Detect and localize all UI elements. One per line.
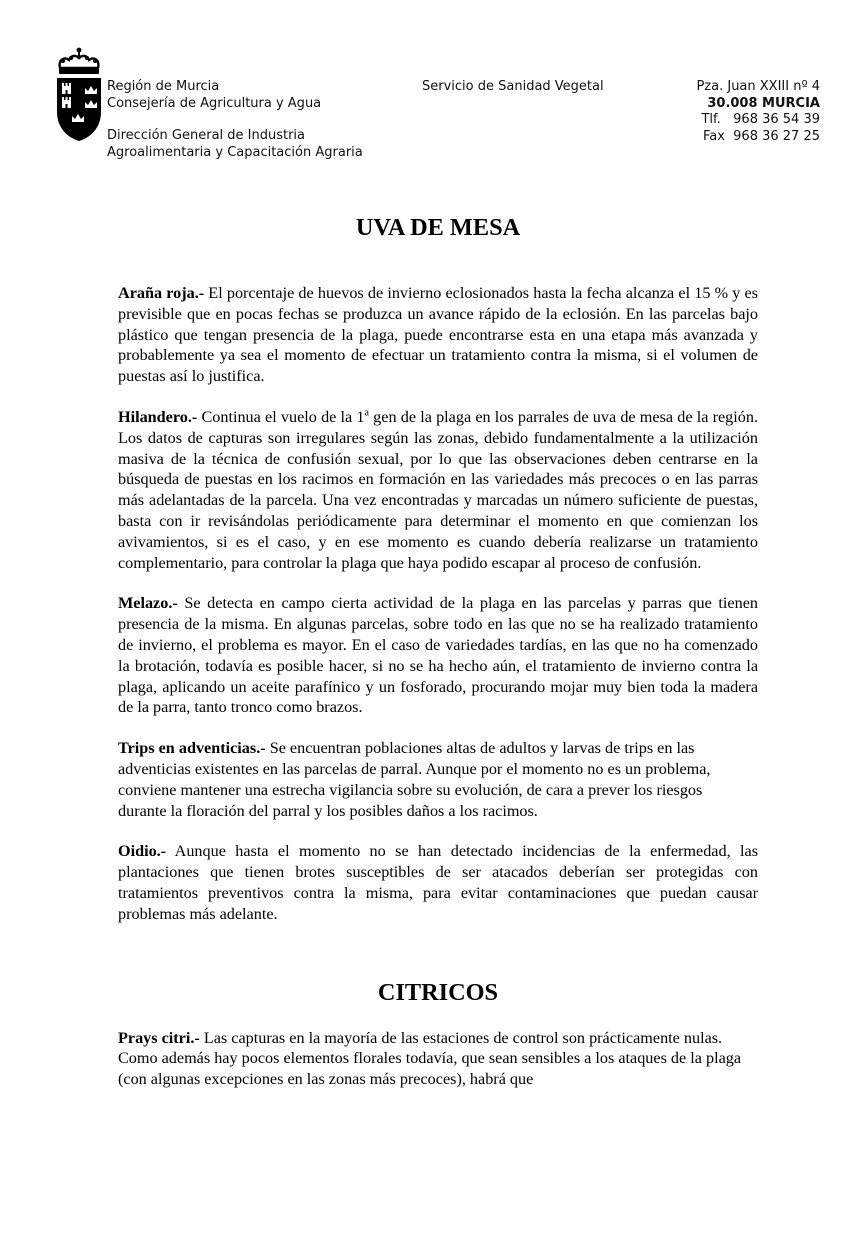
ordinal-superscript: a — [364, 407, 369, 419]
paragraph-heading: Hilandero.- — [118, 407, 198, 426]
service-name: Servicio de Sanidad Vegetal — [422, 79, 604, 94]
header-organization — [107, 79, 363, 161]
paragraph-text: Se encuentran poblaciones altas de adultos y larvas de trips en las adventicias existentes en las parcelas de parral. Aunque por el momento no es un problema, conviene mantener una estrecha vigilancia sobre su evolución, de cara a prever los riesgos durante la floración del parral y los posibles daños a los racimos. — [118, 739, 711, 820]
org-ministry: Consejería de Agricultura y Agua — [107, 95, 322, 111]
paragraph-heading: Oidio.- — [118, 842, 167, 861]
paragraph-heading: Trips en adventicias.- — [118, 739, 266, 758]
section-title-uva-de-mesa: UVA DE MESA — [355, 214, 521, 241]
org-name: Región de Murcia — [107, 79, 220, 94]
section-title-citricos: CITRICOS — [377, 978, 499, 1006]
dept-name-line1: Dirección General de Industria — [107, 128, 306, 143]
address-city: 30.008 MURCIA — [707, 95, 820, 111]
paragraph-heading: Prays citri.- — [118, 1028, 200, 1047]
paragraph-melazo — [118, 593, 758, 718]
paragraph-heading: Melazo.- — [118, 594, 178, 613]
header-address — [696, 79, 820, 145]
header-service — [422, 79, 604, 96]
paragraph-text: Aunque hasta el momento no se han detectado incidencias de la enfermedad, las plantaciones que tienen brotes susceptibles de ser atacados deberían ser protegidas con tratamientos preventivos contra la misma, para evitar contaminaciones que puedan causar problemas más adelante. — [118, 842, 758, 923]
dept-name-line2: Agroalimentaria y Capacitación Agraria — [107, 144, 363, 160]
address-fax: Fax 968 36 27 25 — [702, 128, 820, 144]
paragraph-text: Continua el vuelo de la 1 — [197, 407, 365, 426]
document-body — [118, 214, 758, 1090]
paragraph-text-cont: gen de la plaga en los parrales de uva de mesa de la región. Los datos de capturas son irregulares según las zonas, debido fundamentalmente a la utilización masiva de la técnica de confusión sexual, por lo que las observaciones deben centrarse en la búsqueda de puestas en los racimos en formación en las variedades más precoces o en las parras más adelantadas de la parcela. Una vez encontradas y marcadas un número suficiente de puestas, basta con ir revisándolas periódicamente para determinar el momento en que comienzan los avivamientos, si es el caso, y en ese momento es cuando debería realizarse un tratamiento complementario, para controlar la plaga que haya podido escapar al proceso de confusión. — [118, 407, 758, 572]
paragraph-trips-en-adventicias — [118, 738, 743, 821]
address-street: Pza. Juan XXIII nº 4 — [696, 79, 820, 94]
region-crest-logo — [54, 46, 104, 142]
paragraph-arana-roja — [118, 283, 758, 387]
paragraph-prays-citri — [118, 1028, 748, 1090]
paragraph-text: El porcentaje de huevos de invierno eclosionados hasta la fecha alcanza el 15 % y es previsible que en pocas fechas se produzca un avance rápido de la eclosión. En las parcelas bajo plástico que tengan presencia de la plaga, puede encontrarse esta en una etapa más avanzada y probablemente ya sea el momento de efectuar un tratamiento contra la misma, si el volumen de puestas así lo justifica. — [118, 284, 758, 386]
paragraph-text: Las capturas en la mayoría de las estaciones de control son prácticamente nulas. Como además hay pocos elementos florales todavía, que sean sensibles a los ataques de la plaga (con algunas excepciones en las zonas más precoces), habrá que — [118, 1028, 742, 1089]
address-phone: Tlf. 968 36 54 39 — [701, 112, 820, 127]
paragraph-hilandero — [118, 407, 758, 573]
paragraph-oidio — [118, 841, 758, 924]
paragraph-heading: Araña roja.- — [118, 284, 205, 302]
paragraph-text: Se detecta en campo cierta actividad de la plaga en las parcelas y parras que tienen presencia de la misma. En algunas parcelas, sobre todo en las que no se ha realizado tratamiento de invierno, el problema es mayor. En el caso de variedades tardías, en las que no ha comenzado la brotación, todavía es posible hacer, si no se ha hecho aún, el tratamiento de invierno contra la plaga, aplicando un aceite parafínico y un fosforado, procurando mojar muy bien toda la madera de la parra, tanto tronco como brazos. — [118, 594, 758, 717]
